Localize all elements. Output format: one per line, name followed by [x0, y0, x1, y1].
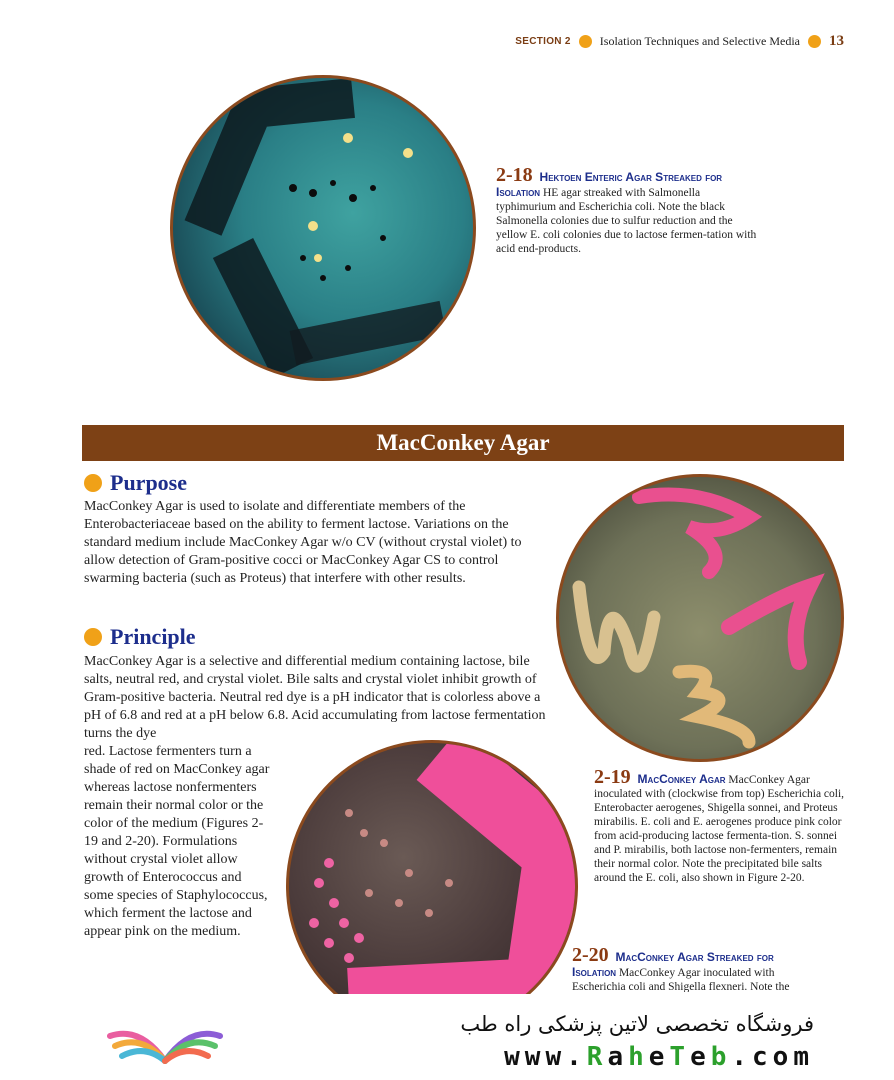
principle-paragraph-narrow: red. Lactose fermenters turn a shade of red on MacConkey agar whereas lactose nonfermenters remain their normal color or the color of the medium (Figures 2-19 and 2-20). Formulations without crystal violet allow growth of Enterococcus and some species of Staphylococcus, which ferment the lactose and appear pink on the medium.: [84, 744, 270, 939]
macconkey-streaks: [559, 477, 841, 759]
figure-number: 2-20: [572, 948, 609, 966]
figure-text: HE agar streaked with Salmonella typhimurium and Escherichia coli. Note the black Salmonella colonies due to sulfur reduction and the yellow E. coli colonies due to lactose fermen-tation with acid end-products.: [496, 187, 757, 255]
bullet-dot-icon: [84, 628, 102, 646]
url-letter: h: [628, 1042, 649, 1072]
figure-2-20-caption: [572, 948, 808, 992]
running-head: [515, 32, 844, 50]
figure-2-19-caption: [594, 766, 846, 885]
figure-2-18-caption: [496, 164, 758, 256]
principle-heading-text: Principle: [110, 624, 196, 649]
macconkey-agar-plate-photo: [556, 474, 844, 762]
hektoen-agar-plate-photo: [170, 75, 476, 381]
figure-text: MacConkey Agar inoculated with Escherichia coli and Shigella flexneri. Note the: [572, 967, 790, 992]
banner-title: MacConkey Agar: [376, 430, 550, 455]
purpose-heading-text: Purpose: [110, 470, 187, 495]
page-number: 13: [829, 32, 844, 49]
url-suffix: .com: [731, 1042, 814, 1072]
purpose-heading: [84, 470, 187, 496]
shop-name: فروشگاه تخصصی لاتین پزشکی راه طب: [460, 1012, 814, 1036]
running-title: Isolation Techniques and Selective Media: [599, 33, 800, 48]
figure-title: MacConkey Agar: [637, 772, 726, 786]
url-letter: R: [586, 1042, 608, 1072]
shop-url: [504, 1042, 814, 1072]
url-letter: e: [690, 1042, 711, 1072]
purpose-paragraph: MacConkey Agar is used to isolate and differentiate members of the Enterobacteriaceae based on the ability to ferment lactose. Variations on the standard medium include MacConkey Agar w/o CV (without crystal violet) to allow detection of Gram-positive cocci or MacConkey Agar CS to control swarming bacteria (such as Proteus) that interfere with other results.: [84, 499, 522, 586]
url-prefix: www.: [504, 1042, 587, 1072]
url-letter: T: [669, 1042, 691, 1072]
principle-paragraph-wide: MacConkey Agar is a selective and differential medium containing lactose, bile salts, neutral red, and crystal violet. Bile salts and crystal violet inhibit growth of Gram-positive bacteria. Neutral red dye is a pH indicator that is colorless above a pH of 6.8 and red at a pH below 6.8. Acid accumulating from lactose fermentation turns the dye: [84, 654, 546, 741]
macconkey-isolation-plate-photo: [286, 740, 578, 1032]
bullet-dot-icon: [808, 35, 821, 48]
bullet-dot-icon: [84, 474, 102, 492]
section-banner: [82, 425, 844, 461]
watermark-footer: [0, 994, 894, 1080]
url-letter: a: [607, 1042, 629, 1072]
hektoen-streaks: [173, 78, 473, 378]
figure-number: 2-18: [496, 164, 533, 186]
url-letter: e: [648, 1042, 670, 1072]
principle-heading: [84, 624, 196, 650]
section-label: SECTION 2: [515, 35, 571, 47]
bullet-dot-icon: [579, 35, 592, 48]
figure-number: 2-19: [594, 766, 631, 788]
figure-title: MacConkey Agar Streaked for Isolation: [572, 950, 774, 979]
isolation-streaks: [289, 743, 575, 1029]
figure-text: MacConkey Agar inoculated with (clockwise from top) Escherichia coli, Enterobacter aerogenes, Shigella sonnei, and Proteus mirabilis. E. coli and E. aerogenes produce pink color from acid-producing lactose fermenta-tion. S. sonnei and P. mirabilis, both lactose non-fermenters, remain their normal color. Note the precipitated bile salts around the E. coli, also shown in Figure 2-20.: [594, 774, 845, 884]
figure-title: Hektoen Enteric Agar Streaked for Isolation: [496, 170, 723, 199]
book-logo-icon: [100, 1006, 230, 1070]
url-letter: b: [710, 1042, 732, 1072]
